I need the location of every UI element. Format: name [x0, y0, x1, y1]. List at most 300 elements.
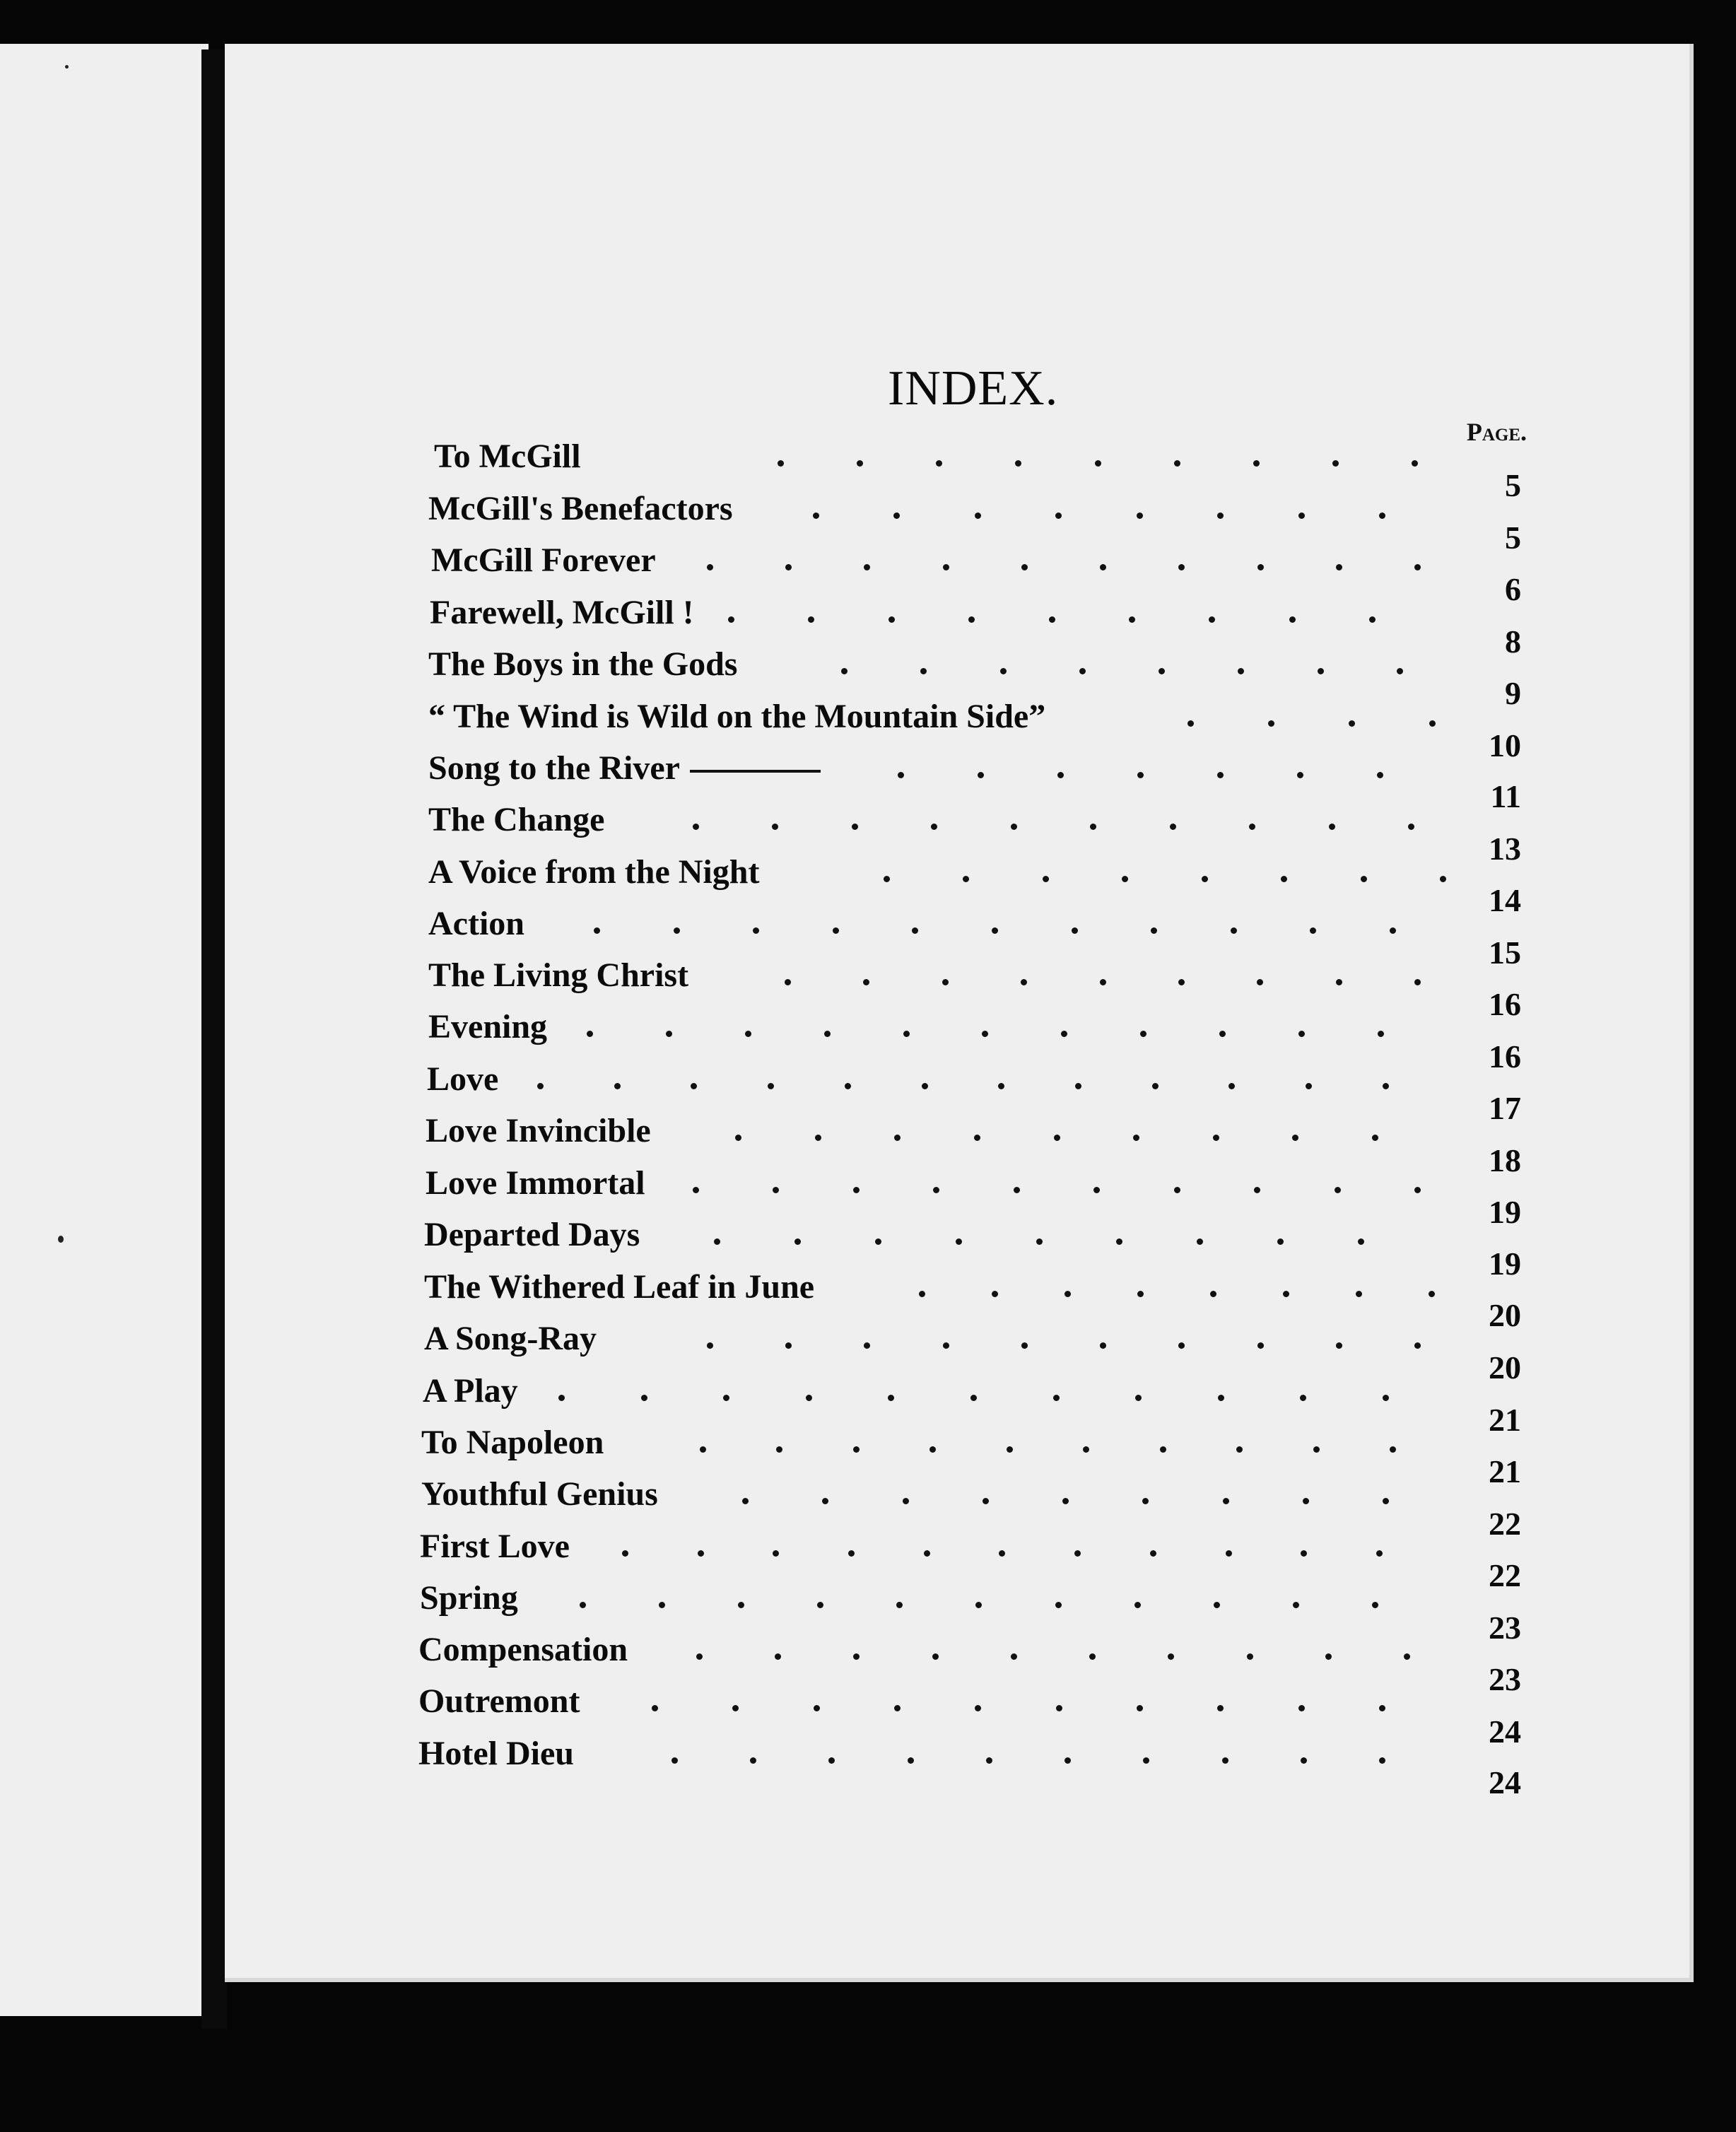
leader-dot — [1369, 616, 1376, 623]
leader-dot — [1378, 1031, 1384, 1037]
entry-page-number: 22 — [1489, 1557, 1521, 1593]
leader-dot — [614, 1083, 621, 1089]
leader-dot — [772, 824, 778, 830]
leader-dot — [929, 1446, 936, 1453]
leader-dot — [1219, 1031, 1226, 1037]
entry-title: A Voice from the Night — [428, 853, 760, 891]
entry-title: A Play — [423, 1372, 518, 1410]
leader-dot — [1021, 564, 1028, 570]
entry-title: Love Invincible — [426, 1112, 651, 1149]
leader-dot — [1007, 1446, 1013, 1453]
leader-dot — [1150, 1550, 1156, 1557]
leader-dot — [1090, 824, 1096, 830]
leader-dot — [1122, 876, 1128, 882]
dot-leader — [735, 1109, 1378, 1153]
leader-dot — [1372, 1602, 1378, 1608]
entry-page-number: 13 — [1489, 831, 1521, 867]
leader-dot — [794, 1238, 801, 1245]
leader-dot — [1054, 1135, 1060, 1141]
leader-dot — [1268, 720, 1274, 727]
leader-dot — [894, 1135, 901, 1141]
leader-dot — [622, 1550, 628, 1557]
leader-dot — [1061, 1031, 1067, 1037]
leader-dot — [841, 668, 848, 674]
dot-leader — [622, 1525, 1383, 1569]
leader-dot — [580, 1602, 586, 1608]
leader-dot — [1332, 460, 1339, 467]
leader-dot — [1178, 564, 1185, 570]
entry-page-number: 23 — [1489, 1610, 1521, 1646]
leader-dot — [738, 1602, 744, 1608]
entry-page-number: 6 — [1505, 571, 1521, 607]
leader-dot — [1140, 1031, 1146, 1037]
entry-page-number: 16 — [1489, 1038, 1521, 1074]
leader-dot — [808, 616, 814, 623]
leader-dot — [1202, 876, 1208, 882]
leader-dot — [1093, 1187, 1100, 1193]
leader-dot — [824, 1031, 831, 1037]
leader-dot — [1306, 1083, 1312, 1089]
leader-dot — [652, 1705, 658, 1711]
leader-dot — [1379, 1757, 1385, 1764]
leader-dot — [700, 1446, 706, 1453]
entry-page-number: 20 — [1489, 1297, 1521, 1333]
index-entry — [428, 850, 1527, 918]
leader-dot — [693, 1187, 699, 1193]
leader-dot — [978, 772, 984, 778]
leader-dot — [813, 512, 819, 519]
leader-dot — [888, 1395, 894, 1401]
leader-dot — [1397, 668, 1403, 674]
index-entry — [428, 643, 1527, 711]
leader-dot — [1238, 668, 1244, 674]
leader-dot — [1253, 460, 1260, 467]
leader-dot — [1349, 720, 1355, 727]
leader-dot — [1011, 1653, 1017, 1660]
leader-dot — [893, 512, 900, 519]
leader-dot — [894, 1705, 901, 1711]
leader-dot — [1379, 1705, 1385, 1711]
leader-dot — [1133, 1135, 1139, 1141]
leader-dot — [956, 1238, 962, 1245]
leader-dot — [1214, 1602, 1220, 1608]
entry-title: Departed Days — [424, 1216, 640, 1253]
index-entry — [418, 1628, 1527, 1697]
leader-dot — [1257, 564, 1264, 570]
leader-dot — [728, 616, 734, 623]
dot-leader — [778, 435, 1418, 479]
index-entry — [424, 1213, 1527, 1282]
dot-leader — [707, 1317, 1421, 1361]
leader-dot — [817, 1602, 823, 1608]
leader-dot — [558, 1395, 565, 1401]
leader-dot — [1174, 460, 1180, 467]
leader-dot — [942, 979, 949, 985]
leader-dot — [1301, 1757, 1307, 1764]
leader-dot — [975, 512, 981, 519]
dot-leader — [558, 1369, 1389, 1413]
leader-dot — [933, 1187, 939, 1193]
leader-dot — [970, 1395, 977, 1401]
leader-dot — [707, 564, 713, 570]
entry-title: Youthful Genius — [421, 1475, 658, 1513]
leader-dot — [1404, 1653, 1410, 1660]
leader-dot — [698, 1550, 704, 1557]
leader-dot — [693, 824, 699, 830]
entry-page-number: 20 — [1489, 1349, 1521, 1386]
leader-dot — [982, 1031, 988, 1037]
leader-dot — [1358, 1238, 1364, 1245]
leader-dot — [903, 1498, 909, 1504]
entry-page-number: 5 — [1505, 467, 1521, 503]
entry-page-number: 22 — [1489, 1506, 1521, 1542]
dot-leader — [587, 1005, 1384, 1049]
index-entry — [431, 539, 1527, 607]
entry-page-number: 23 — [1489, 1661, 1521, 1697]
entry-title: Evening — [428, 1008, 548, 1046]
leader-dot — [1217, 1705, 1224, 1711]
leader-dot — [1236, 1446, 1243, 1453]
dot-leader — [594, 902, 1396, 946]
leader-dot — [1379, 512, 1385, 519]
entry-title: To Napoleon — [421, 1424, 604, 1461]
leader-dot — [1100, 979, 1106, 985]
leader-dot — [853, 1653, 860, 1660]
leader-dot — [1217, 512, 1224, 519]
leader-dot — [848, 1550, 855, 1557]
entry-page-number: 18 — [1489, 1142, 1521, 1178]
leader-dot — [1440, 876, 1446, 882]
leader-dot — [1383, 1395, 1389, 1401]
leader-dot — [776, 1446, 782, 1453]
index-entry — [428, 798, 1527, 867]
index-entry — [418, 1680, 1527, 1750]
leader-dot — [1116, 1238, 1122, 1245]
leader-dot — [1075, 1083, 1081, 1089]
leader-dot — [1412, 460, 1418, 467]
entry-page-number: 17 — [1489, 1090, 1521, 1126]
index-entry — [430, 591, 1527, 660]
leader-dot — [1178, 1342, 1185, 1349]
leader-dot — [1414, 1187, 1421, 1193]
leader-dot — [943, 1342, 949, 1349]
leader-dot — [1228, 1083, 1235, 1089]
dot-leader — [537, 1058, 1389, 1101]
entry-title: Action — [428, 905, 524, 942]
leader-dot — [723, 1395, 729, 1401]
entry-page-number: 24 — [1489, 1764, 1521, 1800]
leader-dot — [1049, 616, 1055, 623]
leader-dot — [1015, 460, 1021, 467]
entry-title: McGill Forever — [431, 541, 656, 579]
entry-title: Outremont — [418, 1682, 580, 1720]
entry-title: First Love — [420, 1528, 570, 1565]
entry-title: “ The Wind is Wild on the Mountain Side” — [428, 698, 1046, 735]
leader-dot — [968, 616, 975, 623]
leader-dot — [814, 1705, 820, 1711]
leader-dot — [1210, 1291, 1216, 1297]
dot-leader — [700, 1421, 1396, 1465]
leader-dot — [1303, 1498, 1309, 1504]
index-entry — [423, 1369, 1527, 1438]
leader-dot — [1298, 1705, 1305, 1711]
leader-dot — [1083, 1446, 1089, 1453]
leader-dot — [641, 1395, 647, 1401]
leader-dot — [908, 1757, 914, 1764]
index-entry — [427, 1058, 1527, 1126]
entry-page-number: 14 — [1489, 882, 1521, 918]
leader-dot — [1376, 1550, 1383, 1557]
leader-dot — [1231, 927, 1237, 934]
leader-dot — [1301, 1550, 1307, 1557]
entry-page-number: 19 — [1489, 1246, 1521, 1282]
dot-leader — [696, 1628, 1410, 1672]
entry-title: The Change — [428, 801, 605, 838]
leader-dot — [1079, 668, 1086, 674]
leader-dot — [674, 927, 680, 934]
leader-dot — [1257, 979, 1263, 985]
entry-page-number: 21 — [1489, 1453, 1521, 1489]
leader-dot — [745, 1031, 751, 1037]
leader-dot — [1187, 720, 1194, 727]
leader-dot — [1217, 772, 1224, 778]
leader-dot — [785, 564, 792, 570]
leader-dot — [1293, 1602, 1299, 1608]
leader-dot — [1209, 616, 1215, 623]
leader-dot — [922, 1083, 928, 1089]
dot-leader — [1187, 695, 1436, 739]
leader-dot — [884, 876, 890, 882]
dot-leader — [785, 954, 1421, 997]
leader-dot — [815, 1135, 821, 1141]
leader-dot — [1383, 1498, 1389, 1504]
index-entry — [418, 1732, 1527, 1800]
leader-dot — [898, 772, 904, 778]
leader-dot — [924, 1550, 930, 1557]
index-entry — [428, 746, 1527, 814]
leader-dot — [750, 1757, 756, 1764]
leader-dot — [1218, 1395, 1224, 1401]
leader-dot — [537, 1083, 544, 1089]
entry-page-number: 16 — [1489, 986, 1521, 1022]
leader-dot — [992, 927, 998, 934]
leader-dot — [1159, 668, 1165, 674]
leader-dot — [833, 927, 839, 934]
leader-dot — [822, 1498, 828, 1504]
leader-dot — [1143, 1757, 1149, 1764]
dot-leader — [652, 1680, 1385, 1723]
page-title: INDEX. — [888, 361, 1059, 416]
leader-dot — [999, 1550, 1005, 1557]
leader-dot — [1137, 1291, 1144, 1297]
leader-dot — [1160, 1446, 1166, 1453]
leader-dot — [1142, 1498, 1149, 1504]
leader-dot — [863, 979, 869, 985]
leader-dot — [806, 1395, 812, 1401]
leader-dot — [998, 1083, 1004, 1089]
dot-leader — [898, 746, 1383, 790]
entry-title: McGill's Benefactors — [428, 490, 733, 527]
dot-leader — [884, 850, 1446, 894]
leader-dot — [1377, 772, 1383, 778]
leader-dot — [707, 1342, 713, 1349]
leader-dot — [896, 1602, 903, 1608]
leader-dot — [1429, 720, 1436, 727]
dot-leader — [919, 1265, 1435, 1309]
leader-dot — [1055, 1602, 1062, 1608]
leader-dot — [778, 460, 784, 467]
leader-dot — [1292, 1135, 1298, 1141]
dot-leader — [580, 1576, 1378, 1620]
leader-dot — [974, 1135, 980, 1141]
entry-title: Love — [427, 1060, 499, 1098]
leader-dot — [1383, 1083, 1389, 1089]
leader-dot — [1408, 824, 1414, 830]
leader-dot — [1283, 1291, 1289, 1297]
dot-leader — [742, 1472, 1389, 1516]
dash-rule — [690, 770, 821, 773]
leader-dot — [1372, 1135, 1378, 1141]
entry-page-number: 21 — [1489, 1402, 1521, 1438]
leader-dot — [1281, 876, 1287, 882]
leader-dot — [963, 876, 969, 882]
leader-dot — [1310, 927, 1316, 934]
leader-dot — [975, 1705, 981, 1711]
leader-dot — [1021, 1342, 1028, 1349]
leader-dot — [773, 1550, 779, 1557]
entry-page-number: 8 — [1505, 623, 1521, 660]
dot-leader — [693, 1161, 1421, 1205]
entry-page-number: 9 — [1505, 675, 1521, 711]
leader-dot — [1129, 616, 1135, 623]
leader-dot — [852, 824, 858, 830]
leader-dot — [992, 1291, 998, 1297]
leader-dot — [1036, 1238, 1043, 1245]
leader-dot — [1313, 1446, 1320, 1453]
leader-dot — [1336, 1342, 1342, 1349]
leader-dot — [768, 1083, 774, 1089]
leader-dot — [1429, 1291, 1435, 1297]
dot-leader — [714, 1213, 1364, 1257]
leader-dot — [888, 616, 895, 623]
dot-leader — [813, 487, 1385, 531]
entry-page-number: 11 — [1490, 778, 1521, 814]
leader-dot — [1072, 927, 1078, 934]
leader-dot — [975, 1602, 982, 1608]
entry-page-number: 19 — [1489, 1194, 1521, 1230]
leader-dot — [1329, 824, 1335, 830]
leader-dot — [864, 564, 870, 570]
leader-dot — [1226, 1550, 1232, 1557]
leader-dot — [1257, 1342, 1264, 1349]
leader-dot — [1137, 512, 1143, 519]
leader-dot — [853, 1187, 860, 1193]
entry-page-number: 15 — [1489, 935, 1521, 971]
index-entry — [426, 1109, 1527, 1178]
leader-dot — [671, 1757, 678, 1764]
entry-page-number: 10 — [1489, 727, 1521, 763]
leader-dot — [1336, 979, 1342, 985]
leader-dot — [1300, 1395, 1306, 1401]
leader-dot — [1057, 772, 1064, 778]
leader-dot — [735, 1135, 741, 1141]
leader-dot — [936, 460, 942, 467]
leader-dot — [1100, 1342, 1106, 1349]
leader-dot — [691, 1083, 697, 1089]
leader-dot — [1414, 979, 1421, 985]
page-column-label: Page. — [1466, 418, 1527, 446]
leader-dot — [1223, 1498, 1229, 1504]
leader-dot — [1335, 1187, 1341, 1193]
leader-dot — [659, 1602, 665, 1608]
leader-dot — [1289, 616, 1296, 623]
leader-dot — [1249, 824, 1255, 830]
leader-dot — [1356, 1291, 1362, 1297]
leader-dot — [986, 1757, 992, 1764]
leader-dot — [1247, 1653, 1253, 1660]
leader-dot — [587, 1031, 593, 1037]
leader-dot — [773, 1187, 779, 1193]
leader-dot — [1074, 1550, 1081, 1557]
index-entry — [424, 1317, 1527, 1386]
entry-title: The Living Christ — [428, 956, 689, 994]
index-entry — [428, 902, 1527, 971]
leader-dot — [1089, 1653, 1096, 1660]
leader-dot — [1011, 824, 1017, 830]
leader-dot — [714, 1238, 720, 1245]
leader-dot — [903, 1031, 910, 1037]
dot-leader — [707, 539, 1421, 582]
leader-dot — [853, 1446, 860, 1453]
leader-dot — [932, 1653, 939, 1660]
leader-dot — [919, 1291, 925, 1297]
entry-title: Compensation — [418, 1631, 628, 1668]
leader-dot — [857, 460, 863, 467]
leader-dot — [1055, 512, 1062, 519]
leader-dot — [753, 927, 759, 934]
leader-dot — [666, 1031, 672, 1037]
index-entry — [426, 1161, 1527, 1230]
leader-dot — [1100, 564, 1106, 570]
leader-dot — [1095, 460, 1101, 467]
leader-dot — [864, 1342, 870, 1349]
leader-dot — [1318, 668, 1324, 674]
leader-dot — [1000, 668, 1007, 674]
leader-dot — [1390, 927, 1396, 934]
leader-dot — [1361, 876, 1367, 882]
leader-dot — [775, 1653, 781, 1660]
leader-dot — [1137, 772, 1144, 778]
leader-dot — [1197, 1238, 1203, 1245]
leader-dot — [983, 1498, 989, 1504]
leader-dot — [1325, 1653, 1332, 1660]
leader-dot — [1297, 772, 1303, 778]
leader-dot — [828, 1757, 835, 1764]
leader-dot — [1065, 1757, 1071, 1764]
leader-dot — [594, 927, 600, 934]
leader-dot — [931, 824, 937, 830]
dot-leader — [728, 591, 1376, 635]
entry-title: To McGill — [434, 438, 581, 475]
entry-page-number: 5 — [1505, 520, 1521, 556]
index-entry — [421, 1472, 1527, 1542]
leader-dot — [1056, 1705, 1062, 1711]
leader-dot — [1170, 824, 1176, 830]
entry-page-number: 24 — [1489, 1714, 1521, 1750]
leader-dot — [1222, 1757, 1228, 1764]
leader-dot — [1390, 1446, 1396, 1453]
entry-title: Song to the River — [428, 746, 821, 790]
